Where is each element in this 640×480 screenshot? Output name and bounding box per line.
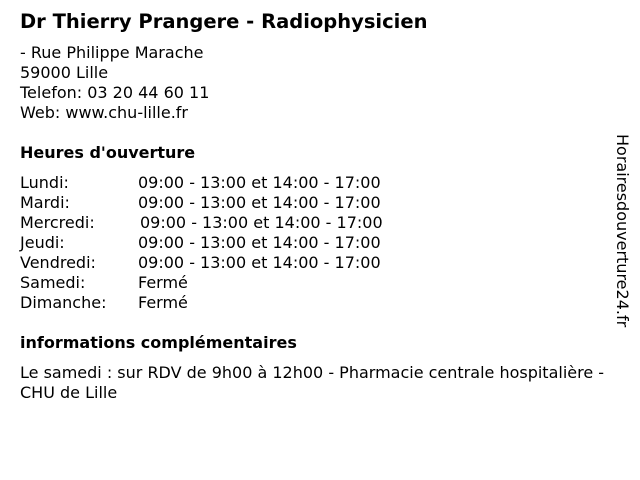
hours-heading: Heures d'ouverture xyxy=(20,143,196,162)
hours-row-mardi xyxy=(20,193,615,213)
hours-time: Fermé xyxy=(138,273,188,292)
hours-table xyxy=(20,173,615,313)
hours-row-dimanche xyxy=(20,293,615,313)
hours-row-jeudi xyxy=(20,233,615,253)
hours-row-lundi xyxy=(20,173,615,193)
hours-time: Fermé xyxy=(138,293,188,312)
hours-time: 09:00 - 13:00 et 14:00 - 17:00 xyxy=(138,193,381,212)
hours-day: Samedi: xyxy=(20,273,86,292)
site-watermark: Horairesdouverture24.fr xyxy=(613,134,632,328)
hours-row-samedi xyxy=(20,273,615,293)
hours-time: 09:00 - 13:00 et 14:00 - 17:00 xyxy=(138,253,381,272)
address-web: Web: www.chu-lille.fr xyxy=(20,103,189,122)
hours-day: Mardi: xyxy=(20,193,70,212)
hours-time: 09:00 - 13:00 et 14:00 - 17:00 xyxy=(140,213,383,232)
info-text: Le samedi : sur RDV de 9h00 à 12h00 - Pharmacie centrale hospitalière - CHU de Lille xyxy=(20,363,605,402)
hours-row-mercredi xyxy=(20,213,615,233)
address-block xyxy=(20,43,615,123)
page-title: Dr Thierry Prangere - Radiophysicien xyxy=(20,10,428,33)
hours-day: Lundi: xyxy=(20,173,69,192)
hours-day: Dimanche: xyxy=(20,293,107,312)
page xyxy=(20,10,615,403)
address-street: - Rue Philippe Marache xyxy=(20,43,204,62)
hours-row-vendredi xyxy=(20,253,615,273)
hours-time: 09:00 - 13:00 et 14:00 - 17:00 xyxy=(138,233,381,252)
hours-day: Jeudi: xyxy=(20,233,65,252)
hours-time: 09:00 - 13:00 et 14:00 - 17:00 xyxy=(138,173,381,192)
info-heading: informations complémentaires xyxy=(20,333,297,352)
hours-day: Vendredi: xyxy=(20,253,96,272)
address-city: 59000 Lille xyxy=(20,63,109,82)
address-phone: Telefon: 03 20 44 60 11 xyxy=(20,83,210,102)
hours-day: Mercredi: xyxy=(20,213,95,232)
